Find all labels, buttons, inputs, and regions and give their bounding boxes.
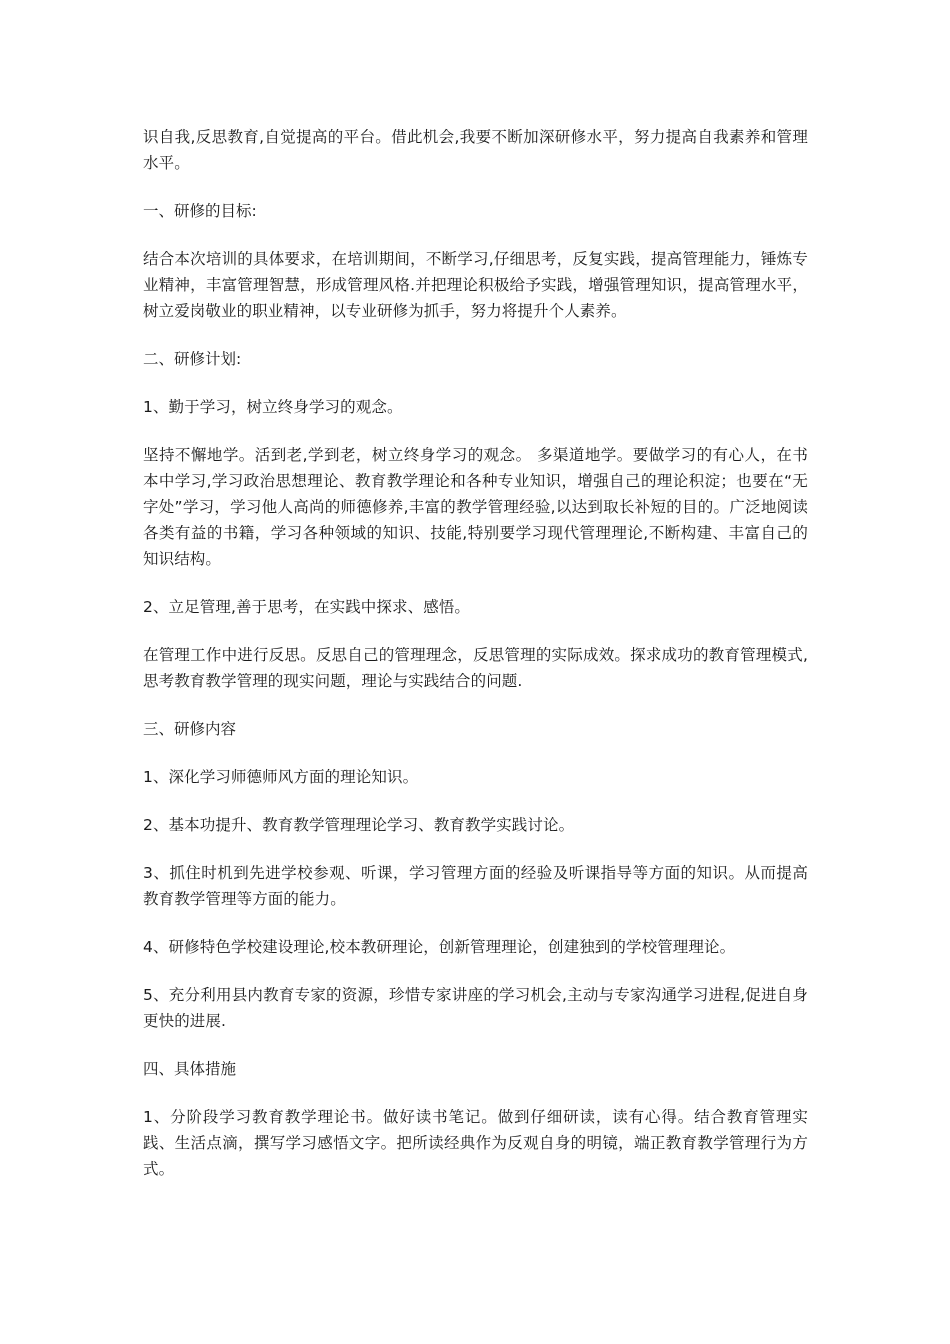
paragraph-goals: 结合本次培训的具体要求，在培训期间，不断学习,仔细思考，反复实践，提高管理能力，锤炼专业精神，丰富管理智慧，形成管理风格.并把理论积极给予实践，增强管理知识，提高管理水平，树立爱岗敬业的职业精神，以专业研修为抓手，努力将提升个人素养。 [143, 250, 808, 320]
section-heading-content: 三、研修内容 [143, 720, 237, 738]
document-body [143, 124, 808, 1204]
plan-item-1-title: 1、勤于学习，树立终身学习的观念。 [143, 398, 403, 416]
plan-item-1-body: 坚持不懈地学。活到老,学到老，树立终身学习的观念。 多渠道地学。要做学习的有心人，在书本中学习,学习政治思想理论、教育教学理论和各种专业知识，增强自己的理论积淀；也要在“无字处”学习，学习他人高尚的师德修养,丰富的教学管理经验,以达到取长补短的目的。广泛地阅读各类有益的书籍，学习各种领域的知识、技能,特别要学习现代管理理论,不断构建、丰富自己的知识结构。 [143, 446, 808, 568]
paragraph-intro: 识自我,反思教育,自觉提高的平台。借此机会,我要不断加深研修水平，努力提高自我素养和管理水平。 [143, 128, 808, 172]
content-item-5: 5、充分利用县内教育专家的资源，珍惜专家讲座的学习机会,主动与专家沟通学习进程,促进自身更快的进展. [143, 986, 808, 1030]
section-heading-goals: 一、研修的目标: [143, 202, 257, 220]
section-heading-measures: 四、具体措施 [143, 1060, 237, 1078]
plan-item-2-body: 在管理工作中进行反思。反思自己的管理理念，反思管理的实际成效。探求成功的教育管理模式,思考教育教学管理的现实问题，理论与实践结合的问题. [143, 646, 808, 690]
content-item-1: 1、深化学习师德师风方面的理论知识。 [143, 768, 419, 786]
measures-item-1: 1、分阶段学习教育教学理论书。做好读书笔记。做到仔细研读，读有心得。结合教育管理实践、生活点滴，撰写学习感悟文字。把所读经典作为反观自身的明镜，端正教育教学管理行为方式。 [143, 1108, 808, 1178]
content-item-2: 2、基本功提升、教育教学管理理论学习、教育教学实践讨论。 [143, 816, 575, 834]
content-item-3: 3、抓住时机到先进学校参观、听课，学习管理方面的经验及听课指导等方面的知识。从而提高教育教学管理等方面的能力。 [143, 864, 808, 908]
content-item-4: 4、研修特色学校建设理论,校本教研理论，创新管理理论，创建独到的学校管理理论。 [143, 938, 736, 956]
plan-item-2-title: 2、立足管理,善于思考，在实践中探求、感悟。 [143, 598, 470, 616]
section-heading-plan: 二、研修计划: [143, 350, 242, 368]
